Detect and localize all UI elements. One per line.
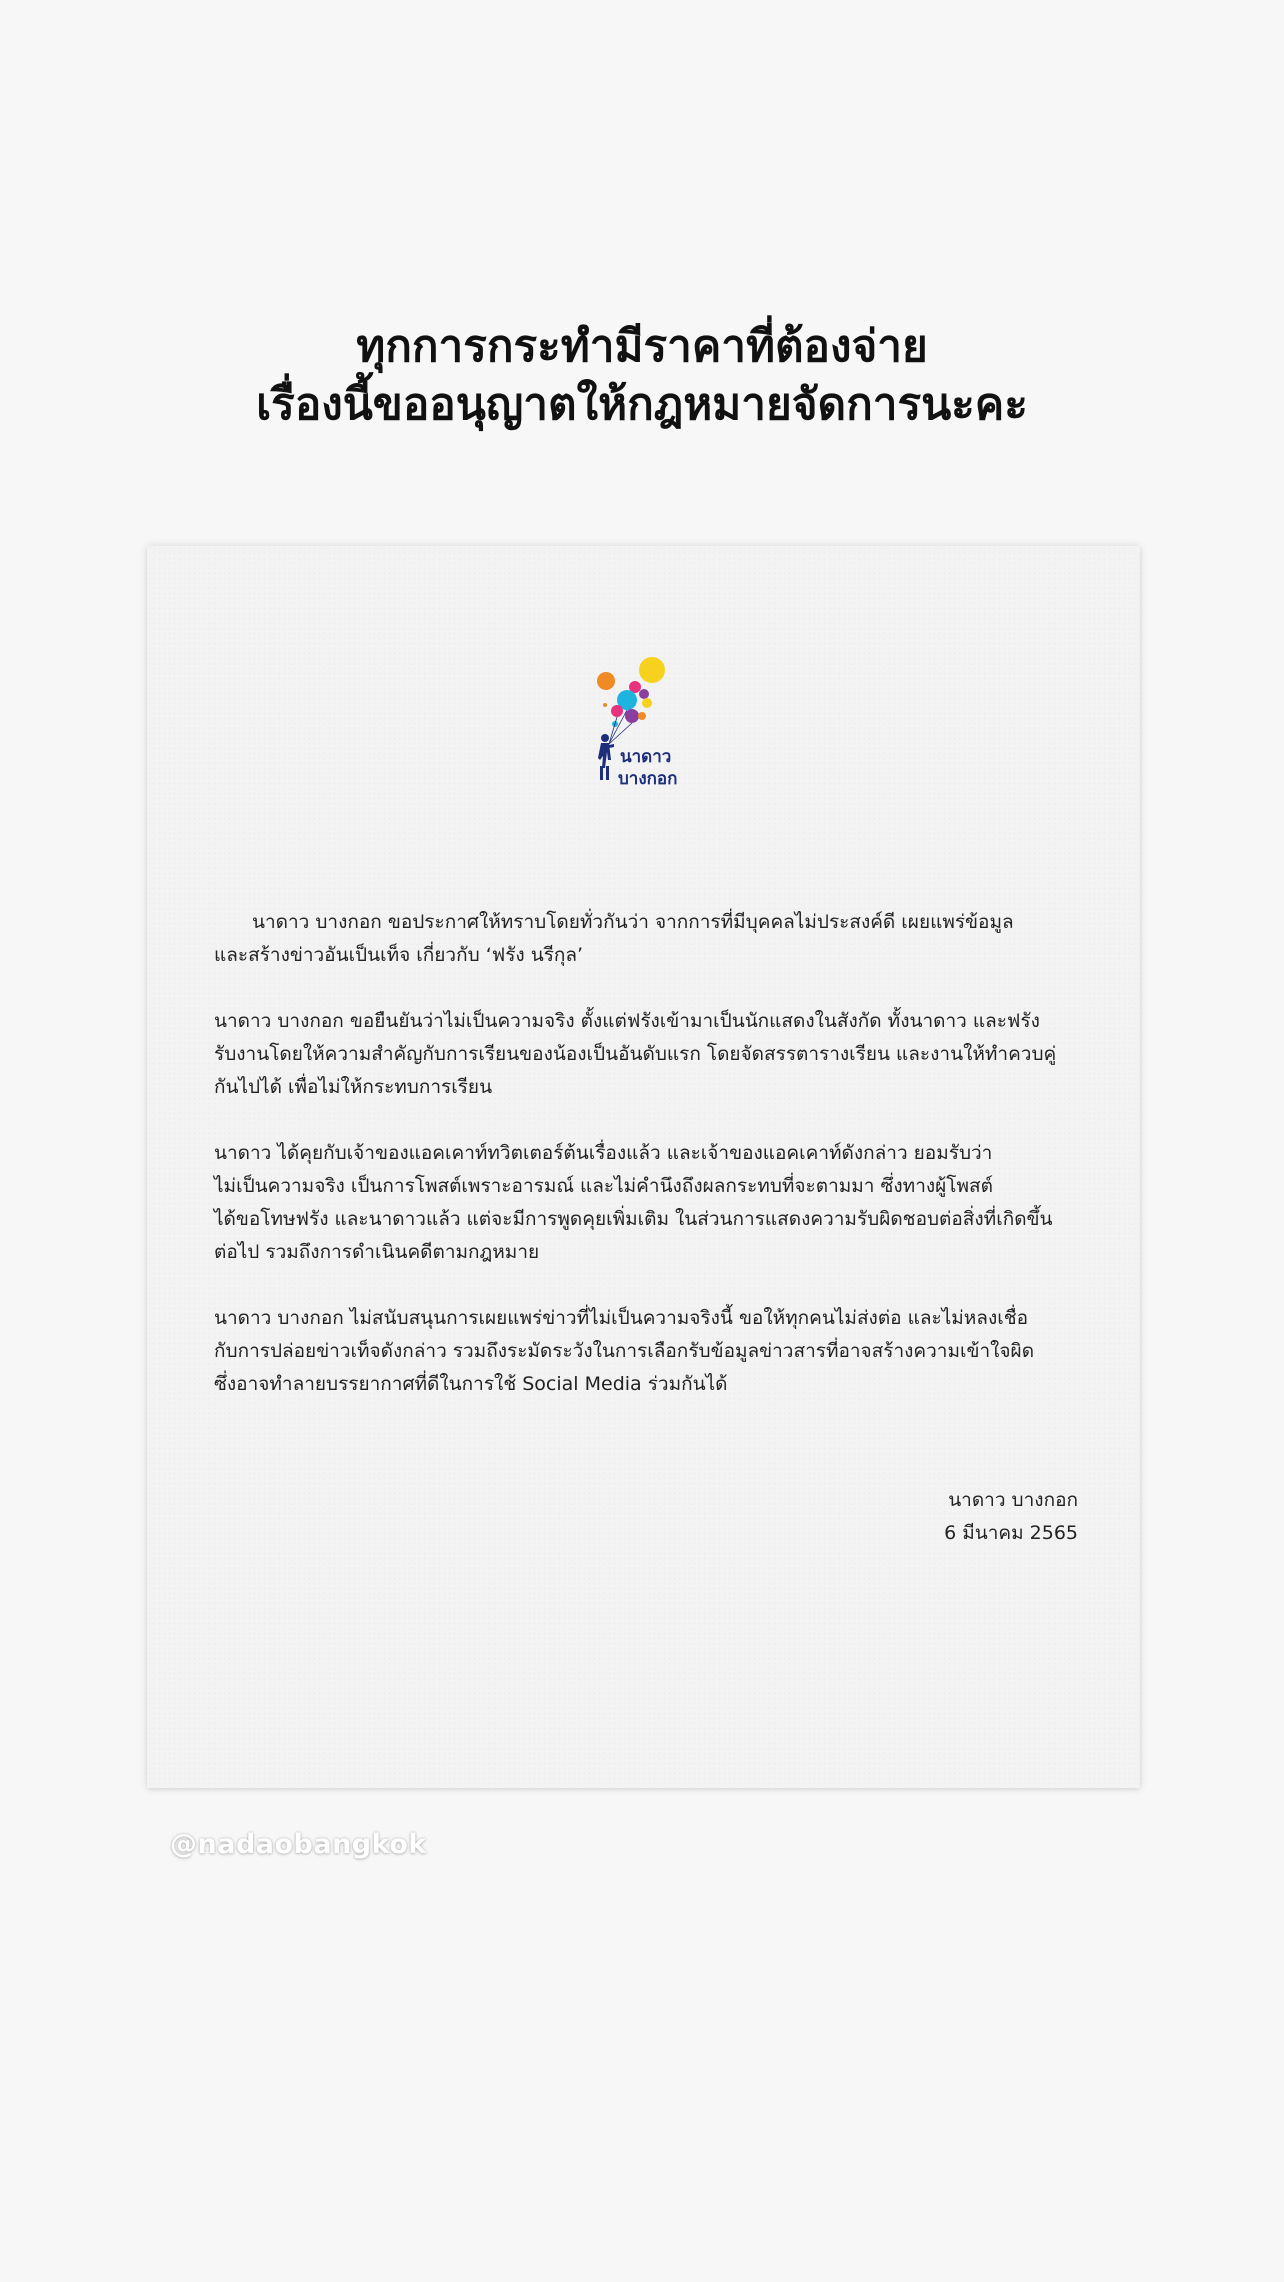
paragraph-line: นาดาว บางกอก ขอยืนยันว่าไม่เป็นความจริง ตั้งแต่ฟรังเข้ามาเป็นนักแสดงในสังกัด ทั้งนาดาว และฟรัง [214,1010,1040,1032]
paragraph-line: กับการปล่อยข่าวเท็จดังกล่าว รวมถึงระมัดระวังในการเลือกรับข้อมูลข่าวสารที่อาจสร้างความเข้าใจผิด [214,1340,1035,1362]
paragraph-4 [214,1302,1146,1401]
paragraph-line: และสร้างข่าวอันเป็นเท็จ เกี่ยวกับ ‘ฟรัง นรีกุล’ [214,944,584,966]
paragraph-line: นาดาว บางกอก ขอประกาศให้ทราบโดยทั่วกันว่า จากการที่มีบุคคลไม่ประสงค์ดี เผยแพร่ข้อมูล [252,911,1014,933]
headline-line-2: เรื่องนี้ขออนุญาตให้กฎหมายจัดการนะคะ [256,379,1028,430]
paragraph-1 [214,906,1146,972]
paragraph-3 [214,1137,1146,1269]
headline [0,318,1284,434]
signature-name: นาดาว บางกอก [948,1489,1078,1511]
logo-text-line-2: บางกอก [618,769,678,789]
letter-body [214,906,1146,1434]
paragraph-line: ไม่เป็นความจริง เป็นการโพสต์เพราะอารมณ์ และไม่คำนึงถึงผลกระทบที่จะตามมา ซึ่งทางผู้โพสต์ [214,1175,993,1197]
signature-date: 6 มีนาคม 2565 [944,1522,1078,1544]
headline-line-1: ทุกการกระทำมีราคาที่ต้องจ่าย [356,321,928,372]
paragraph-line: ต่อไป รวมถึงการดำเนินคดีตามกฎหมาย [214,1241,540,1263]
paragraph-line: รับงานโดยให้ความสำคัญกับการเรียนของน้องเป็นอันดับแรก โดยจัดสรรตารางเรียน และงานให้ทำควบคู่ [214,1043,1057,1065]
watermark-handle: @nadaobangkok [170,1829,427,1860]
paragraph-line: ซึ่งอาจทำลายบรรยากาศที่ดีในการใช้ Social Media ร่วมกันได้ [214,1373,728,1395]
announcement-letter [147,546,1140,1788]
paragraph-line: กันไปได้ เพื่อไม่ให้กระทบการเรียน [214,1076,493,1098]
logo-text-line-1: นาดาว [620,747,672,767]
paragraph-line: นาดาว ได้คุยกับเจ้าของแอคเคาท์ทวิตเตอร์ต้นเรื่องแล้ว และเจ้าของแอคเคาท์ดังกล่าว ยอมรับว่า [214,1142,993,1164]
paragraph-line: ได้ขอโทษฟรัง และนาดาวแล้ว แต่จะมีการพูดคุยเพิ่มเติม ในส่วนการแสดงความรับผิดชอบต่อสิ่งที่เกิดขึ้น [214,1208,1053,1230]
paragraph-2 [214,1005,1146,1104]
paragraph-line: นาดาว บางกอก ไม่สนับสนุนการเผยแพร่ข่าวที่ไม่เป็นความจริงนี้ ขอให้ทุกคนไม่ส่งต่อ และไม่หลงเชื่อ [214,1307,1029,1329]
signature-block [944,1484,1078,1550]
nadao-bangkok-logo-icon [587,656,697,796]
